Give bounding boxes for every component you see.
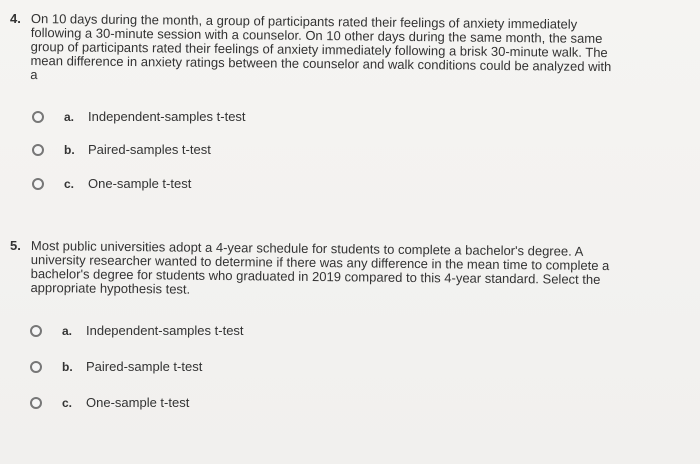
option-label: Independent-samples t-test [86, 323, 244, 338]
option-c[interactable] [32, 167, 640, 200]
option-letter: a. [64, 109, 75, 124]
question-header [10, 12, 640, 82]
answer-options [32, 100, 640, 200]
option-label: One-sample t-test [88, 175, 192, 191]
question-text: On 10 days during the month, a group of participants rated their feelings of anxiety immediately following a 30-minute session with a counselor. On 10 other days during the same month, the same group of participants rated their feelings of anxiety immediately following a brisk 30-minute walk. The mean difference in anxiety ratings between the counselor and walk conditions could be analyzed with a [30, 11, 612, 83]
radio-button-icon[interactable] [30, 325, 42, 337]
radio-button-icon[interactable] [32, 144, 44, 156]
question-number: 5. [10, 238, 21, 253]
option-letter: c. [64, 176, 75, 191]
question-text: Most public universities adopt a 4-year schedule for students to complete a bachelor's degree. A university researcher wanted to determine if there was any difference in the mean time to complete a bachelor's degree for students who graduated in 2019 compared to this 4-year standard. Select the appropriate hypothesis test. [30, 238, 610, 297]
radio-button-icon[interactable] [32, 178, 44, 190]
option-label: Independent-samples t-test [88, 108, 246, 124]
radio-button-icon[interactable] [32, 111, 44, 123]
option-c[interactable] [30, 385, 640, 421]
radio-button-icon[interactable] [30, 397, 42, 409]
question-header [10, 239, 640, 295]
option-label: Paired-sample t-test [86, 359, 203, 374]
option-letter: b. [62, 360, 73, 374]
answer-options [30, 313, 640, 421]
question-4 [10, 12, 640, 200]
option-letter: b. [64, 143, 75, 157]
option-b[interactable] [32, 133, 640, 167]
option-b[interactable] [30, 349, 640, 385]
option-a[interactable] [30, 313, 640, 349]
radio-button-icon[interactable] [30, 361, 42, 373]
option-letter: c. [62, 396, 73, 410]
question-number: 4. [10, 11, 21, 26]
option-label: Paired-samples t-test [88, 142, 211, 157]
option-label: One-sample t-test [86, 395, 190, 410]
option-letter: a. [62, 324, 73, 338]
option-a[interactable] [32, 100, 640, 133]
question-5 [10, 239, 640, 421]
